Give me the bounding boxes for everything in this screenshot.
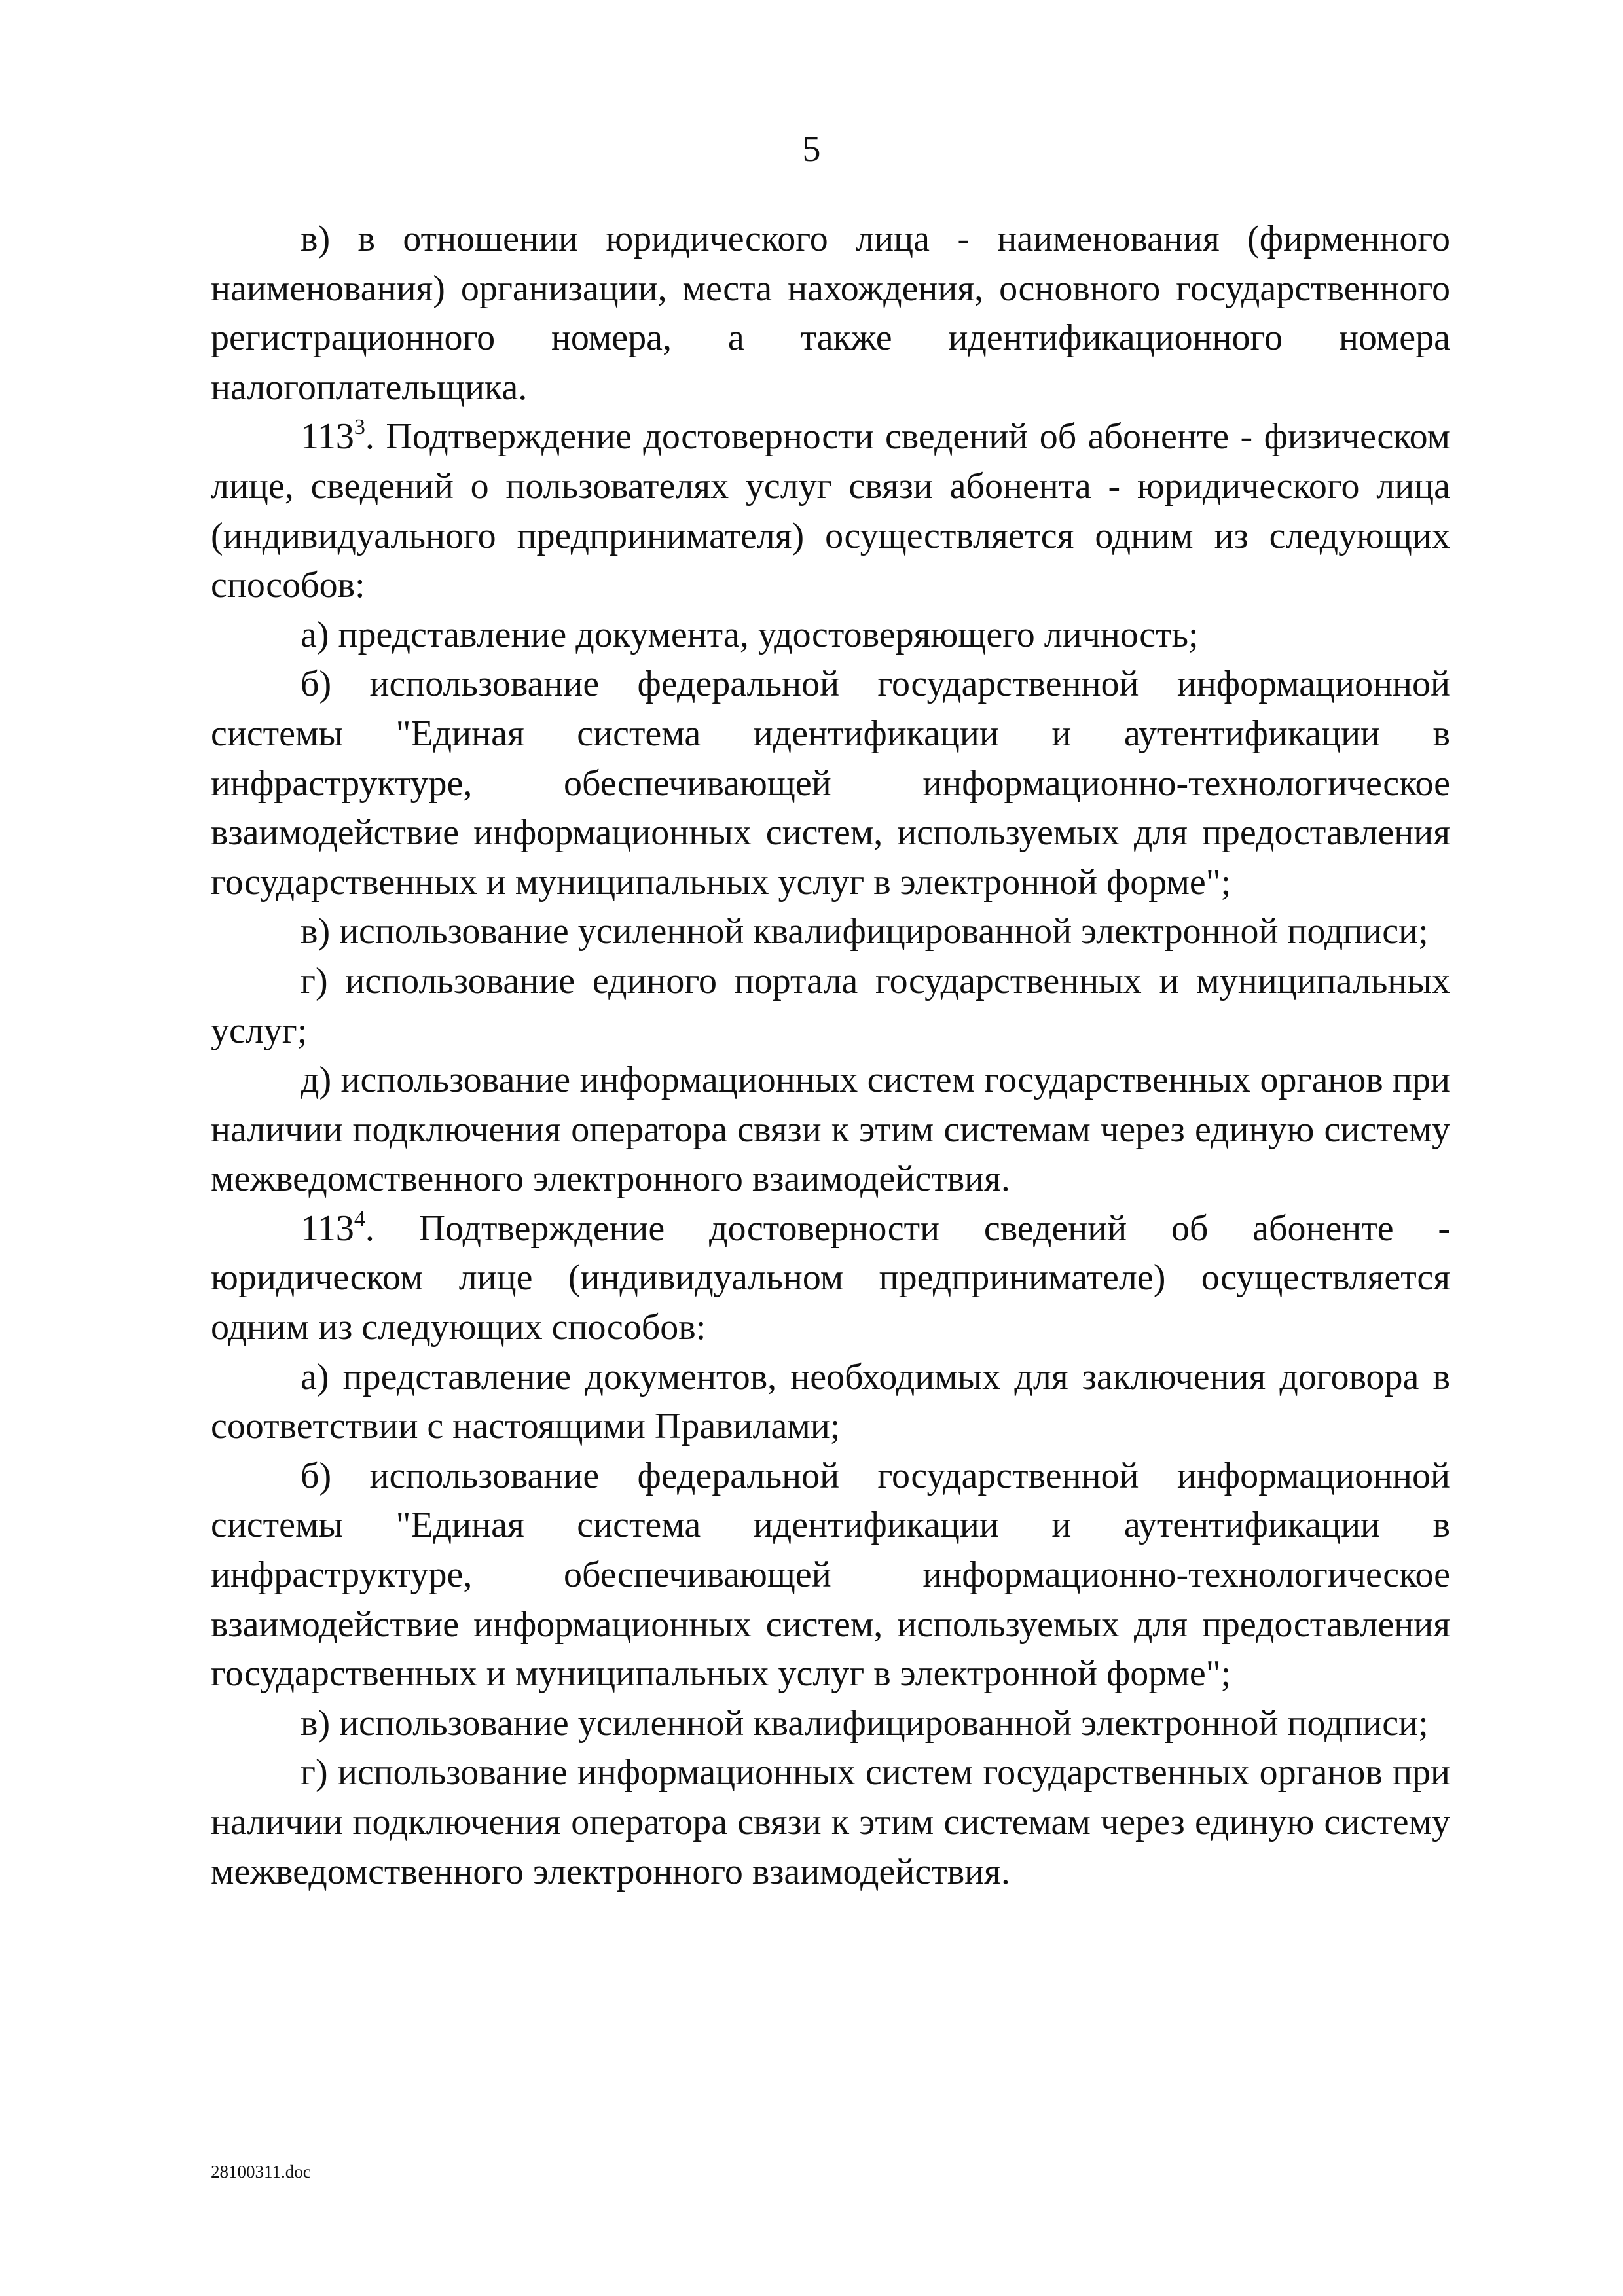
paragraph-text: в) в отношении юридического лица - наименования (фирменного наименования) организации, места нахождения, основного государственного регистрационного номера, а также идентификационного номера налогоплательщика.: [211, 219, 1450, 408]
paragraph-superscript: 3: [354, 415, 365, 440]
page-number: 5: [802, 129, 821, 170]
paragraph-text: б) использование федеральной государственной информационной системы "Единая система идентификации и аутентификации в инфраструктуре, обеспечивающей информационно-технологическое взаимодействие информационных систем, используемых для предоставления государственных и муниципальных услуг в электронной форме";: [211, 1455, 1450, 1695]
paragraph-v-legal-entity: [211, 215, 1450, 412]
paragraph-text: . Подтверждение достоверности сведений об абоненте - юридическом лице (индивидуальном предпринимателе) осуществляется одним из следующих способов:: [211, 1208, 1450, 1348]
list-item-a: [211, 1353, 1450, 1452]
paragraph-text: б) использование федеральной государственной информационной системы "Единая система идентификации и аутентификации в инфраструктуре, обеспечивающей информационно-технологическое взаимодействие информационных систем, используемых для предоставления государственных и муниципальных услуг в электронной форме";: [211, 664, 1450, 903]
document-body: [211, 215, 1450, 1897]
paragraph-text: в) использование усиленной квалифицированной электронной подписи;: [301, 911, 1429, 952]
footer-filename: 28100311.doc: [211, 2162, 311, 2181]
list-item-b: [211, 660, 1450, 907]
paragraph-text: а) представление документа, удостоверяющего личность;: [301, 614, 1199, 655]
list-item-a: [211, 611, 1450, 660]
paragraph-text: а) представление документов, необходимых для заключения договора в соответствии с настоящими Правилами;: [211, 1356, 1450, 1447]
paragraph-113-3: [211, 412, 1450, 610]
list-item-b: [211, 1452, 1450, 1699]
paragraph-number: 113: [301, 416, 354, 457]
paragraph-text: г) использование информационных систем государственных органов при наличии подключения оператора связи к этим системам через единую систему межведомственного электронного взаимодействия.: [211, 1752, 1450, 1892]
list-item-d: [211, 1056, 1450, 1204]
paragraph-number: 113: [301, 1208, 354, 1249]
paragraph-text: . Подтверждение достоверности сведений об абоненте - физическом лице, сведений о пользователях услуг связи абонента - юридического лица (индивидуального предпринимателя) осуществляется одним из следующих способов:: [211, 416, 1450, 606]
list-item-v: [211, 907, 1450, 957]
paragraph-text: г) использование единого портала государственных и муниципальных услуг;: [211, 960, 1450, 1051]
paragraph-113-4: [211, 1204, 1450, 1353]
paragraph-text: в) использование усиленной квалифицированной электронной подписи;: [301, 1702, 1429, 1744]
paragraph-text: д) использование информационных систем государственных органов при наличии подключения оператора связи к этим системам через единую систему межведомственного электронного взаимодействия.: [211, 1060, 1450, 1200]
list-item-g: [211, 957, 1450, 1056]
paragraph-superscript: 4: [354, 1206, 365, 1231]
list-item-g: [211, 1748, 1450, 1897]
list-item-v: [211, 1699, 1450, 1749]
